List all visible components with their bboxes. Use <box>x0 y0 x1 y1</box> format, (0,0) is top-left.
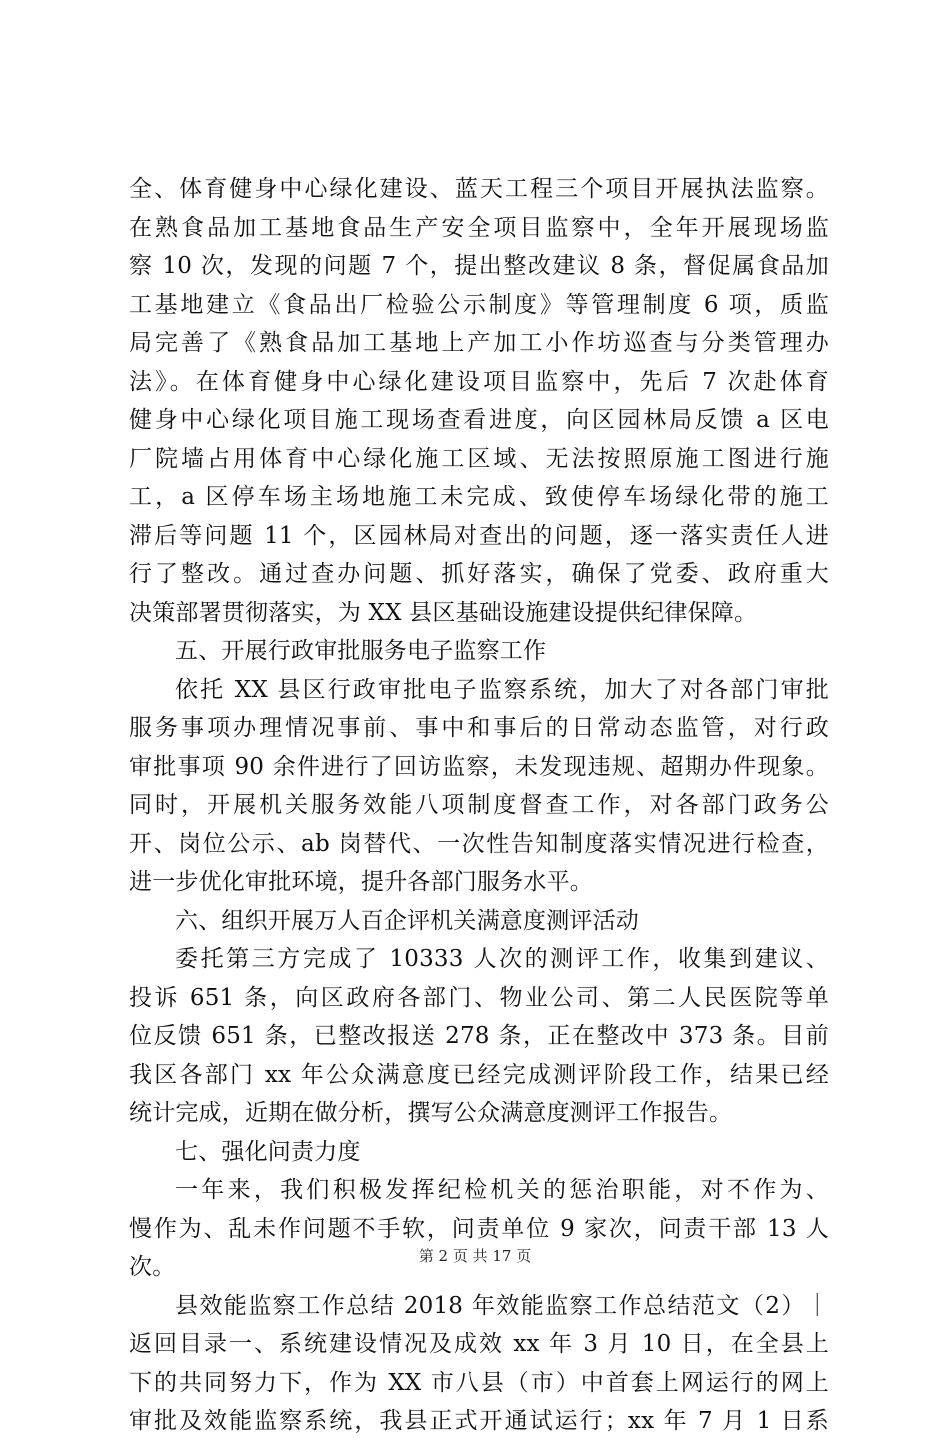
body-line: 滞后等问题 11 个，区园林局对查出的问题，逐一落实责任人进 <box>129 522 829 549</box>
body-line: 局完善了《熟食品加工基地上产加工小作坊巡查与分类管理办 <box>129 330 829 356</box>
body-line: 进一步优化审批环境，提升各部门服务水平。 <box>129 869 593 895</box>
section-heading: 七、强化问责力度 <box>175 1138 361 1165</box>
body-line: 厂院墙占用体育中心绿化施工区域、无法按照原施工图进行施 <box>129 445 829 472</box>
body-line: 我区各部门 xx 年公众满意度已经完成测评阶段工作，结果已经 <box>129 1061 829 1088</box>
body-line: 察 10 次，发现的问题 7 个，提出整改建议 8 条，督促属食品加 <box>129 253 829 279</box>
body-line: 法》。在体育健身中心绿化建设项目监察中，先后 7 次赴体育 <box>129 368 829 395</box>
body-line: 返回目录一、系统建设情况及成效 xx 年 3 月 10 日，在全县上 <box>129 1331 829 1357</box>
body-line: 下的共同努力下，作为 XX 市八县（市）中首套上网运行的网上 <box>129 1369 829 1396</box>
page-number: 第 2 页 共 17 页 <box>418 1247 532 1265</box>
body-line: 工，a 区停车场主场地施工未完成、致使停车场绿化带的施工 <box>129 484 829 510</box>
body-line: 县效能监察工作总结 2018 年效能监察工作总结范文（2）｜ <box>175 1292 829 1319</box>
body-line: 一年来，我们积极发挥纪检机关的惩治职能，对不作为、 <box>175 1177 829 1203</box>
body-line: 委托第三方完成了 10333 人次的测评工作，收集到建议、 <box>175 946 829 972</box>
body-line: 位反馈 651 条，已整改报送 278 条，正在整改中 373 条。目前 <box>129 1023 829 1049</box>
body-line: 决策部署贯彻落实，为 XX 县区基础设施建设提供纪律保障。 <box>129 599 758 626</box>
body-line: 慢作为、乱未作问题不手软，问责单位 9 家次，问责干部 13 人 <box>129 1215 829 1242</box>
body-line: 依托 XX 县区行政审批电子监察系统，加大了对各部门审批 <box>175 676 829 703</box>
body-line: 行了整改。通过查办问题、抓好落实，确保了党委、政府重大 <box>129 561 829 587</box>
body-line: 全、体育健身中心绿化建设、蓝天工程三个项目开展执法监察。 <box>129 176 829 202</box>
body-line: 同时，开展机关服务效能八项制度督查工作，对各部门政务公 <box>129 792 829 818</box>
body-line: 审批及效能监察系统，我县正式开通试运行；xx 年 7 月 1 日系 <box>129 1408 829 1434</box>
body-line: 健身中心绿化项目施工现场查看进度，向区园林局反馈 a 区电 <box>129 407 829 433</box>
body-line: 统计完成，近期在做分析，撰写公众满意度测评工作报告。 <box>129 1100 733 1126</box>
section-heading: 六、组织开展万人百企评机关满意度测评活动 <box>175 907 639 934</box>
body-line: 投诉 651 条，向区政府各部门、物业公司、第二人民医院等单 <box>129 984 829 1011</box>
section-heading: 五、开展行政审批服务电子监察工作 <box>175 638 547 664</box>
body-line: 审批事项 90 余件进行了回访监察，未发现违规、超期办件现象。 <box>129 753 829 780</box>
body-line: 工基地建立《食品出厂检验公示制度》等管理制度 6 项，质监 <box>129 291 829 318</box>
body-line: 在熟食品加工基地食品生产安全项目监察中，全年开展现场监 <box>129 214 829 241</box>
body-line: 开、岗位公示、ab 岗替代、一次性告知制度落实情况进行检查， <box>129 830 829 857</box>
body-line: 服务事项办理情况事前、事中和事后的日常动态监管，对行政 <box>129 715 829 741</box>
body-line: 次。 <box>129 1254 176 1280</box>
